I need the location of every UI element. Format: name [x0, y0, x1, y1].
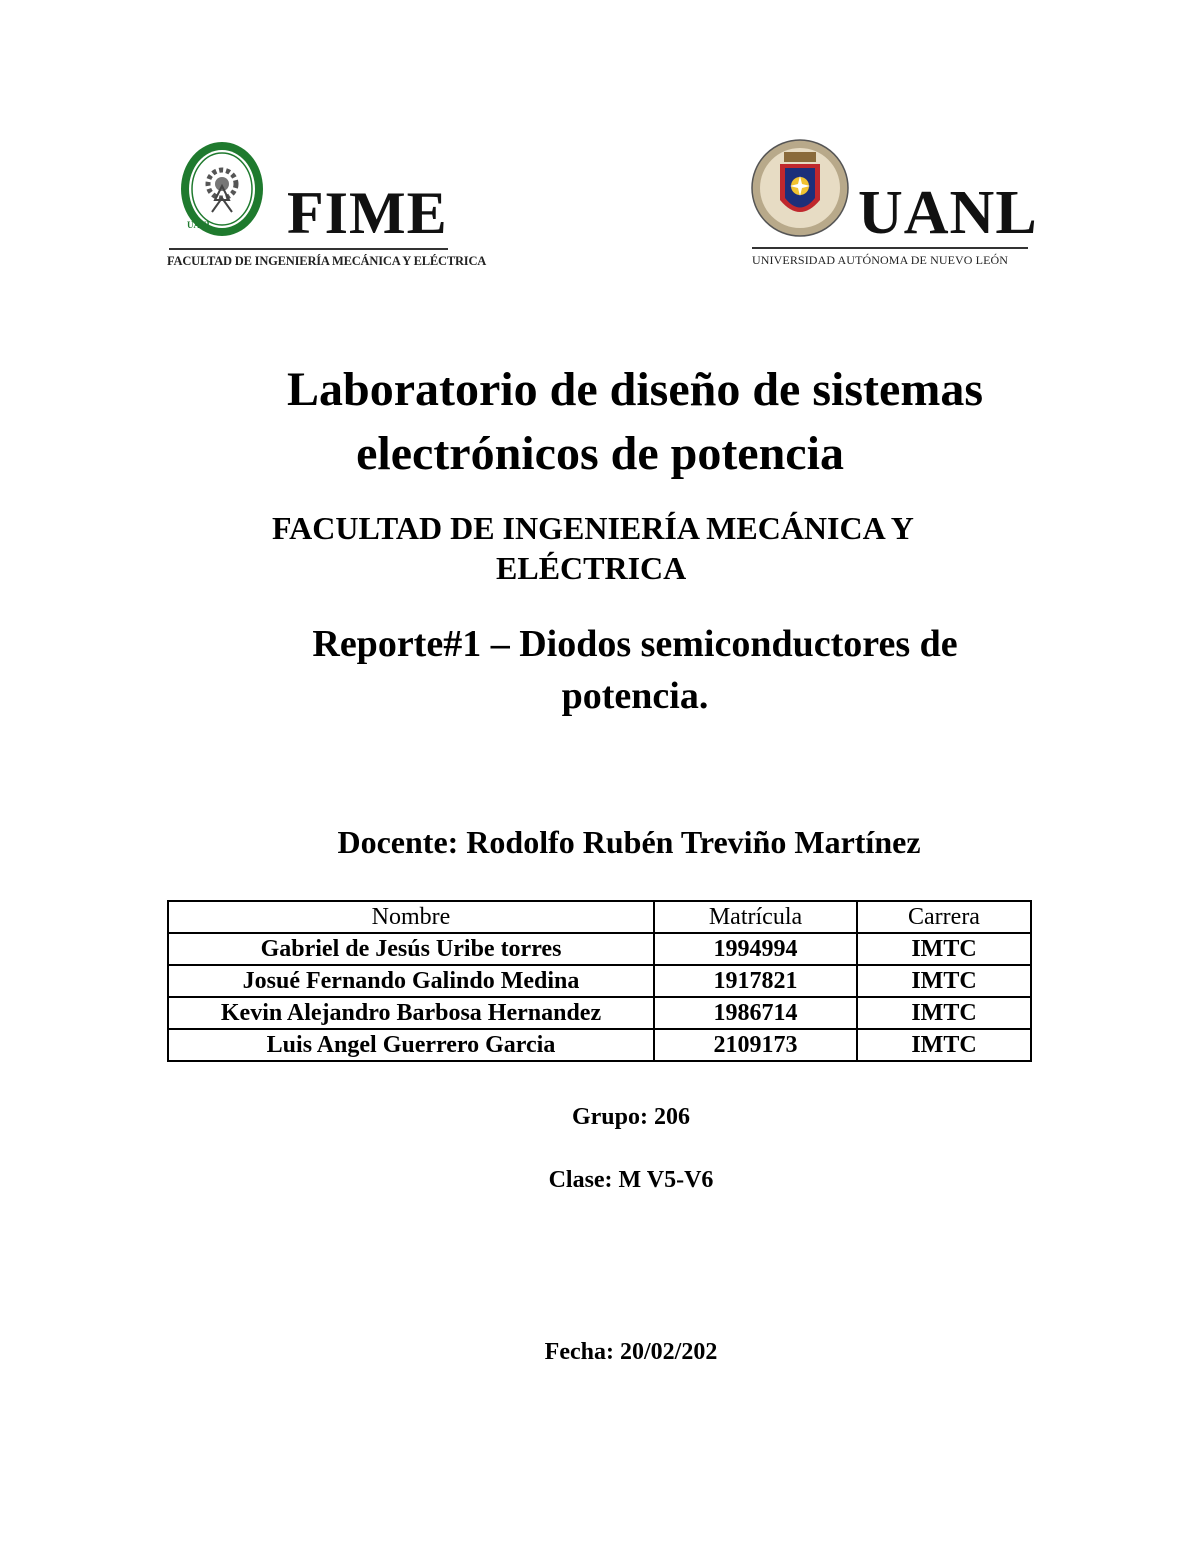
cell-nombre: Gabriel de Jesús Uribe torres [168, 933, 654, 965]
report-heading [150, 618, 1120, 722]
uanl-logo [748, 130, 1038, 280]
cell-nombre: Kevin Alejandro Barbosa Hernandez [168, 997, 654, 1029]
table-header-row [168, 901, 1031, 933]
fime-subtitle: FACULTAD DE INGENIERÍA MECÁNICA Y ELÉCTRICA [167, 254, 487, 268]
fime-divider [169, 248, 448, 250]
uanl-wordmark: UANL [858, 179, 1038, 247]
faculty-line-1: FACULTAD DE INGENIERÍA MECÁNICA Y [272, 510, 914, 546]
cell-carrera: IMTC [857, 933, 1031, 965]
cell-carrera: IMTC [857, 965, 1031, 997]
clase-line: Clase: M V5-V6 [548, 1167, 714, 1193]
docente-line: Docente: Rodolfo Rubén Treviño Martínez [337, 824, 921, 860]
header-nombre: Nombre [168, 901, 654, 933]
fime-seal-label: UANL [187, 220, 213, 230]
table-row [168, 933, 1031, 965]
table-row [168, 1029, 1031, 1061]
title-line-1: Laboratorio de diseño de sistemas [287, 363, 983, 416]
cell-carrera: IMTC [857, 1029, 1031, 1061]
students-table [167, 900, 1032, 1062]
report-line-2: potencia. [561, 675, 709, 717]
cell-matricula: 1994994 [654, 933, 857, 965]
fecha-line: Fecha: 20/02/202 [544, 1339, 718, 1365]
faculty-line-2: ELÉCTRICA [496, 550, 687, 586]
title-line-2: electrónicos de potencia [356, 427, 844, 480]
fime-logo [165, 135, 487, 275]
grupo-line: Grupo: 206 [571, 1104, 690, 1130]
table-row [168, 997, 1031, 1029]
cell-matricula: 1917821 [654, 965, 857, 997]
cell-matricula: 2109173 [654, 1029, 857, 1061]
cell-matricula: 1986714 [654, 997, 857, 1029]
cell-nombre: Josué Fernando Galindo Medina [168, 965, 654, 997]
uanl-divider [752, 247, 1028, 249]
table-row [168, 965, 1031, 997]
report-line-1: Reporte#1 – Diodos semiconductores de [312, 623, 958, 665]
cell-carrera: IMTC [857, 997, 1031, 1029]
header-matricula: Matrícula [654, 901, 857, 933]
header-carrera: Carrera [857, 901, 1031, 933]
cell-nombre: Luis Angel Guerrero Garcia [168, 1029, 654, 1061]
uanl-subtitle: UNIVERSIDAD AUTÓNOMA DE NUEVO LEÓN [752, 253, 1009, 267]
document-title [150, 358, 1050, 486]
uanl-seal-icon [750, 138, 850, 238]
fime-wordmark: FIME [287, 180, 448, 246]
faculty-heading [272, 508, 1032, 588]
